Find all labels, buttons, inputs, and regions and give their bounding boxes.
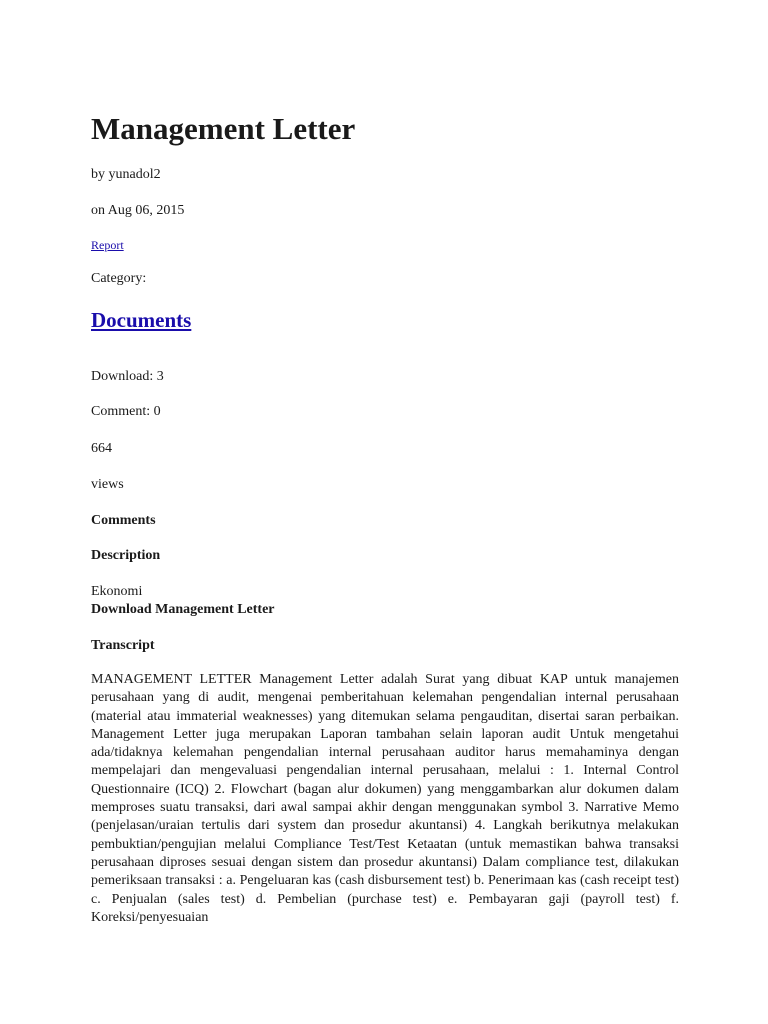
documents-category-link[interactable]: Documents xyxy=(91,308,192,332)
comments-heading: Comments xyxy=(91,513,156,528)
date-line: on Aug 06, 2015 xyxy=(91,203,185,218)
description-heading: Description xyxy=(91,548,161,563)
download-title: Download Management Letter xyxy=(91,602,275,617)
description-text: Ekonomi xyxy=(91,584,143,599)
comment-count: Comment: 0 xyxy=(91,404,161,419)
category-link-wrapper xyxy=(91,307,191,333)
report-link-wrapper xyxy=(91,236,124,255)
transcript-body: MANAGEMENT LETTER Management Letter adalah Surat yang dibuat KAP untuk manajemen perusahaan yang di audit, mengenai pemberitahuan kelemahan pengendalian internal perusahaan (material atau immaterial weaknesses) yang ditemukan selama pengauditan, disertai saran perbaikan. Management Letter juga merupakan Laporan tambahan selain laporan audit Untuk mengetahui ada/tidaknya kelemahan pengendalian internal perusahaan auditor harus memahaminya dengan mempelajari dan mengevaluasi pengendalian internal perusahaan, melalui : 1. Internal Control Questionnaire (ICQ) 2. Flowchart (bagan alur dokumen) yang menggambarkan alur dokumen dalam memproses suatu transaksi, dari awal sampai akhir dengan menggunakan symbol 3. Narrative Memo (penjelasan/uraian tertulis dari system dan prosedur akuntansi) 4. Langkah berikutnya melakukan pembuktian/pengujian melalui Compliance Test/Test Ketaatan (untuk memastikan bahwa transaksi perusahaan diproses sesuai dengan sistem dan prosedur akuntansi) Dalam compliance test, dilakukan pemeriksaan transaksi : a. Pengeluaran kas (cash disbursement test) b. Penerimaan kas (cash receipt test) c. Penjualan (sales test) d. Pembelian (purchase test) e. Pembayaran gaji (payroll test) f. Koreksi/penyesuaian xyxy=(91,672,679,925)
download-count: Download: 3 xyxy=(91,369,164,384)
report-link[interactable]: Report xyxy=(91,238,124,252)
page-title: Management Letter xyxy=(91,111,356,146)
category-label: Category: xyxy=(91,271,147,286)
views-label: views xyxy=(91,477,124,492)
transcript-heading: Transcript xyxy=(91,638,155,653)
views-count: 664 xyxy=(91,441,112,456)
author-line: by yunadol2 xyxy=(91,167,161,182)
